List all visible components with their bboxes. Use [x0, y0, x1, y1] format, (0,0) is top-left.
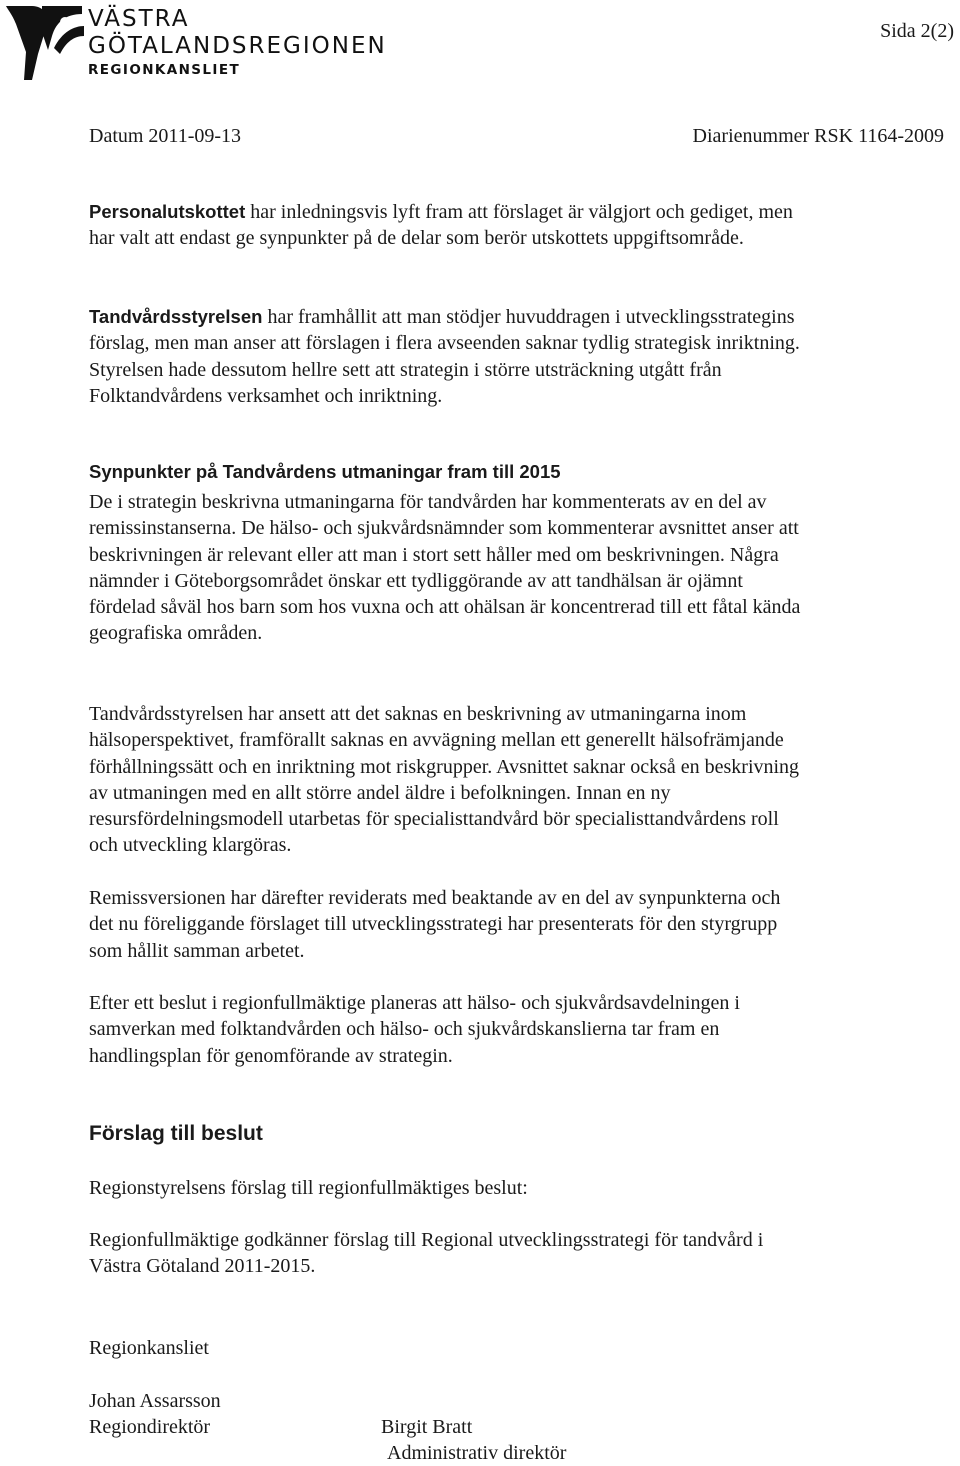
page-number: Sida 2(2) [880, 20, 954, 42]
paragraph-text: De i strategin beskrivna utmaningarna för tandvården har kommenterats av en del av remissinstanserna. De hälso- och sjukvårdsnämnder som kommenterar avsnittet anser att beskrivningen är relevant eller att man i stort sett håller med om beskrivningen. Några nämnder i Göteborgsområdet önskar ett tydliggörande av att tandhälsan är ojämnt fördelad såväl hos barn som hos vuxna och att ohälsan är koncentrerad till ett fåtal kända geografiska områden. [89, 491, 801, 645]
paragraph-text: har framhållit att man stödjer huvuddragen i utvecklingsstrategins förslag, men man anser att förslagen i flera avseenden saknar tydlig strategisk inriktning. Styrelsen hade dessutom hellre sett att strategin i större utsträckning utgått från Folktandvårdens verksamhet och inriktning. [89, 306, 800, 407]
section-heading-forslag: Förslag till beslut [89, 1122, 263, 1145]
signature-name-1: Johan Assarsson [89, 1390, 221, 1412]
paragraph-regionstyrelsens-forslag [89, 1175, 809, 1201]
paragraph-handlingsplan [89, 990, 809, 1069]
document-date: Datum 2011-09-13 [89, 125, 242, 147]
logo-line-1: VÄSTRA [88, 6, 190, 32]
logo-line-3: REGIONKANSLIET [88, 62, 241, 78]
paragraph-utmaningar [89, 489, 809, 647]
paragraph-regionfullmaktige [89, 1227, 809, 1280]
bold-lead: Tandvårdsstyrelsen [89, 306, 263, 327]
paragraph-remissversionen [89, 885, 809, 964]
logo-line-2: GÖTALANDSREGIONEN [88, 33, 387, 59]
paragraph-text: Regionstyrelsens förslag till regionfullmäktiges beslut: [89, 1177, 528, 1199]
paragraph-text: Regionfullmäktige godkänner förslag till Regional utvecklingsstrategi för tandvård i Västra Götaland 2011-2015. [89, 1229, 764, 1278]
paragraph-tandvardsstyrelsen [89, 304, 809, 409]
paragraph-text: Tandvårdsstyrelsen har ansett att det saknas en beskrivning av utmaningarna inom hälsoperspektivet, framförallt saknas en avvägning mellan ett generellt hälsofrämjande förhållningssätt och en inriktning mot riskgrupper. Avsnittet saknar också en beskrivning av utmaningen med en allt större andel äldre i befolkningen. Innan en ny resursfördelningsmodell utarbetas för specialisttandvård bör specialisttandvårdens roll och utveckling klargöras. [89, 703, 800, 857]
signature-title-1: Regiondirektör [89, 1416, 211, 1438]
document-diarie-number: Diarienummer RSK 1164-2009 [692, 125, 944, 147]
signature-name-2: Birgit Bratt [381, 1416, 473, 1438]
logo [0, 0, 387, 90]
paragraph-text: Efter ett beslut i regionfullmäktige planeras att hälso- och sjukvårdsavdelningen i samverkan med folktandvården och hälso- och sjukvårdskanslierna tar fram en handlingsplan för genomförande av strategin. [89, 992, 740, 1067]
paragraph-text: har inledningsvis lyft fram att förslaget är välgjort och gediget, men har valt att endast ge synpunkter på de delar som berör utskottets uppgiftsområde. [89, 201, 793, 250]
paragraph-personalutskottet [89, 199, 809, 252]
paragraph-halsoperspektiv [89, 701, 809, 859]
section-heading-synpunkter: Synpunkter på Tandvårdens utmaningar fram till 2015 [89, 461, 561, 482]
bold-lead: Personalutskottet [89, 201, 246, 222]
paragraph-text: Remissversionen har därefter reviderats med beaktande av en del av synpunkterna och det nu föreliggande förslaget till utvecklingsstrategi har presenterats för den styrgrupp som hållit samman arbetet. [89, 887, 781, 962]
signature-title-2: Administrativ direktör [387, 1442, 567, 1464]
vastra-gotaland-mark-icon [2, 2, 86, 82]
signature-office: Regionkansliet [89, 1337, 209, 1359]
